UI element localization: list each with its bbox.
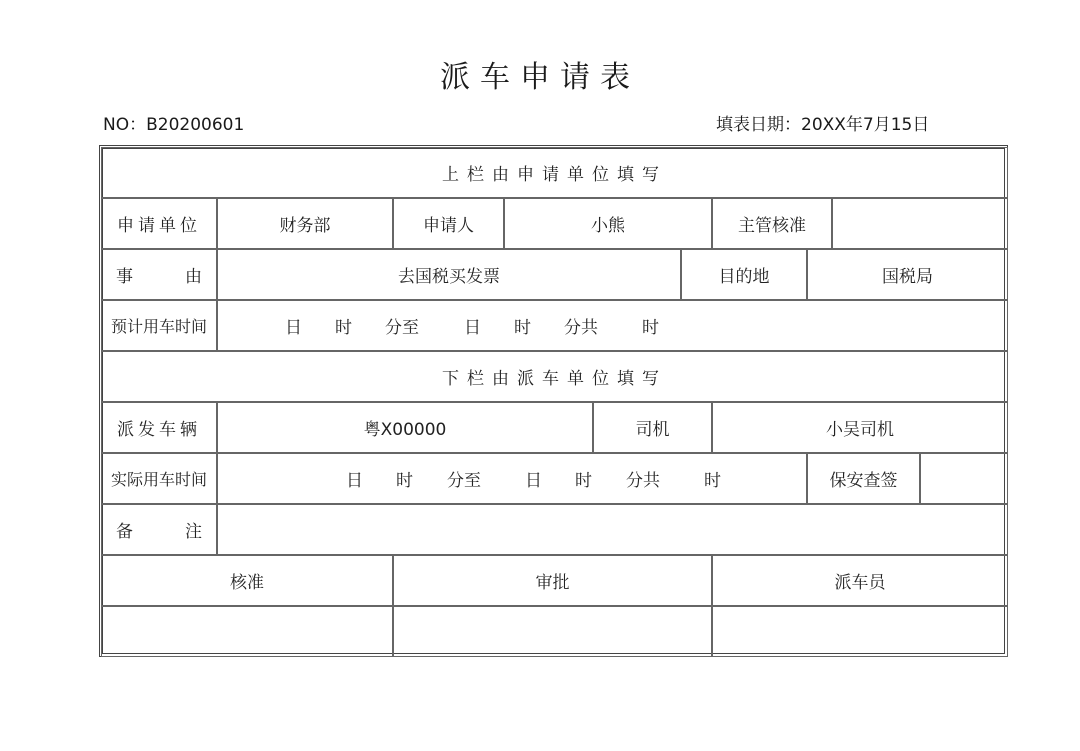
actual-day: 日 <box>346 471 363 491</box>
destination-label: 目的地 <box>681 249 807 300</box>
approve-label: 核准 <box>101 555 393 606</box>
approve-signature[interactable] <box>101 606 393 657</box>
reason-label-char1: 事 <box>116 267 133 287</box>
expected-hours: 时 <box>642 318 659 338</box>
remark-label-char1: 备 <box>116 522 133 542</box>
actual-minute-to: 分至 <box>447 471 481 491</box>
dispatcher-signature[interactable] <box>712 606 1008 657</box>
reason-label-char2: 由 <box>185 267 202 287</box>
lower-section-header: 下栏由派车单位填写 <box>101 351 1008 402</box>
actual-minute-total: 分共 <box>626 471 660 491</box>
actual-hour: 时 <box>396 471 413 491</box>
expected-time-field[interactable] <box>217 300 1008 351</box>
form-number: NO：B20200601 <box>103 115 245 135</box>
vehicle-label: 派发车辆 <box>101 402 217 453</box>
reason-value[interactable]: 去国税买发票 <box>217 249 681 300</box>
actual-time-field[interactable] <box>217 453 807 504</box>
actual-hours: 时 <box>704 471 721 491</box>
fill-date: 填表日期：20XX年7月15日 <box>716 115 930 135</box>
applicant-label: 申请人 <box>393 198 504 249</box>
remark-label <box>101 504 217 555</box>
actual-day2: 日 <box>525 471 542 491</box>
security-check-label: 保安查签 <box>807 453 920 504</box>
vehicle-value[interactable]: 粤X00000 <box>217 402 593 453</box>
expected-hour2: 时 <box>514 318 531 338</box>
apply-unit-value[interactable]: 财务部 <box>217 198 393 249</box>
applicant-value[interactable]: 小熊 <box>504 198 712 249</box>
security-check-value[interactable] <box>920 453 1008 504</box>
apply-unit-label: 申请单位 <box>101 198 217 249</box>
expected-day: 日 <box>285 318 302 338</box>
expected-day2: 日 <box>464 318 481 338</box>
remark-value[interactable] <box>217 504 1008 555</box>
dispatcher-label: 派车员 <box>712 555 1008 606</box>
actual-time-label: 实际用车时间 <box>101 453 217 504</box>
driver-label: 司机 <box>593 402 712 453</box>
destination-value[interactable]: 国税局 <box>807 249 1008 300</box>
expected-time-label: 预计用车时间 <box>101 300 217 351</box>
supervisor-label: 主管核准 <box>712 198 832 249</box>
review-signature[interactable] <box>393 606 712 657</box>
upper-section-header: 上栏由申请单位填写 <box>101 147 1008 198</box>
expected-hour: 时 <box>335 318 352 338</box>
reason-label <box>101 249 217 300</box>
remark-label-char2: 注 <box>185 522 202 542</box>
driver-value[interactable]: 小吴司机 <box>712 402 1008 453</box>
form-title: 派车申请表 <box>440 60 640 95</box>
expected-minute-to: 分至 <box>385 318 419 338</box>
actual-hour2: 时 <box>575 471 592 491</box>
supervisor-value[interactable] <box>832 198 1008 249</box>
expected-minute-total: 分共 <box>564 318 598 338</box>
review-label: 审批 <box>393 555 712 606</box>
